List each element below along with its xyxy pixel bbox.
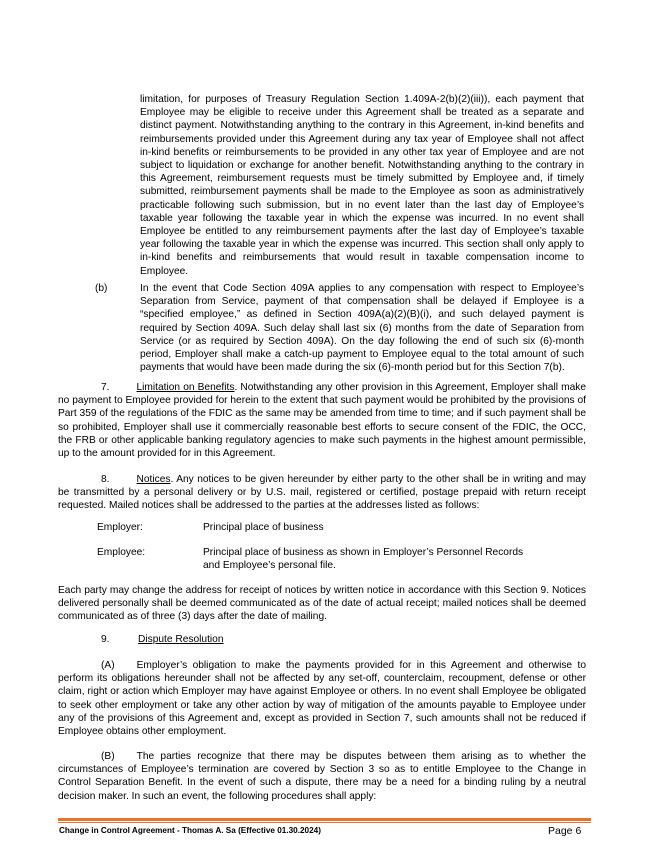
clause-A-label: (A) [101,660,115,671]
section7-paragraph [58,381,586,460]
clause-A-paragraph [58,659,586,738]
section9-number: 9. [101,634,110,645]
notices-closing-text: Each party may change the address for receipt of notices by written notice in accordance with this Section 9. Notices delivered personally shall be deemed communicated as of the date of actual receipt; mailed notices shall be deemed communicated as of three (3) days after the date of mailing. [58,585,586,623]
section7-heading: Limitation on Benefits [136,382,235,393]
section8-text: . Any notices to be given hereunder by either party to the other shall be in writing and may be transmitted by a personal delivery or by U.S. mail, registered or certified, postage prepaid with return receipt requested. Mailed notices shall be addressed to the parties at the addresses listed as follows: [58,474,586,512]
page-number: Page 6 [548,825,582,837]
section6-continuation-text: limitation, for purposes of Treasury Regulation Section 1.409A-2(b)(2)(iii)), each payment that Employee may be eligible to receive under this Agreement shall be treated as a separate and distinct payment. Notwithstanding anything to the contrary in this Agreement, in-kind benefits and reimbursements provided under this Agreement during any tax year of Employee shall not affect in-kind benefits or reimbursements to be provided in any other tax year of Employee and are not subject to liquidation or exchange for another benefit. Notwithstanding anything to the contrary in this Agreement, reimbursement requests must be timely submitted by Employee and, if timely submitted, reimbursement payments shall be made to the Employee as soon as administratively practicable following such submission, but in no event later than the last day of Employee’s taxable year following the taxable year in which the expense was incurred. In no event shall Employee be entitled to any reimbursement payments after the last day of Employee’s taxable year following the taxable year in which the expense was incurred. This section shall only apply to in-kind benefits and reimbursements that would result in taxable compensation income to Employee. [140,94,584,277]
section8-heading: Notices [136,474,171,485]
section9-heading: Dispute Resolution [138,634,224,645]
clause-B-text: The parties recognize that there may be disputes between them arising as to whether the circumstances of Employee’s termination are covered by Section 3 so as to entitle Employee to the Change in Control Separation Benefit. In the event of such a dispute, there may be a need for a binding ruling by a neutral decision maker. In such an event, the following procedures shall apply: [58,751,586,802]
footer-divider [58,818,591,821]
section7-number: 7. [101,382,110,393]
clause-A-text: Employer’s obligation to make the payments provided for in this Agreement and otherwise to perform its obligations hereunder shall not be affected by any set-off, counterclaim, recoupment, defense or other claim, right or action which Employer may have against Employee or others. In no event shall Employee be obligated to seek other employment or take any other action by way of mitigation of the amounts payable to Employee under any of the provisions of this Agreement and, except as provided in Section 7, such amounts shall not be reduced if Employee obtains other employment. [58,660,586,738]
employee-label: Employee: [97,547,146,558]
clause-B-label: (B) [101,751,115,762]
clause-b-label: (b) [95,283,108,294]
clause-b-text: In the event that Code Section 409A applies to any compensation with respect to Employee’s Separation from Service, payment of that compensation shall be delayed if Employee is a “specified employee,” as defined in Section 409A(a)(2)(B)(i), and such delayed payment is required by Section 409A. Such delay shall last six (6) months from the date of Separation from Service (or as required by Section 409A). On the day following the end of such six (6)-month period, Employer shall make a catch-up payment to Employee equal to the total amount of such payments that would have been made during the six (6)-month period but for this Section 7(b). [140,283,584,374]
employee-address-line1: Principal place of business as shown in Employer’s Personnel Records [203,547,524,558]
employer-address: Principal place of business [203,522,324,533]
footer-document-title: Change in Control Agreement - Thomas A. Sa (Effective 01.30.2024) [59,826,321,835]
section8-number: 8. [101,474,110,485]
section7-text: . Notwithstanding any other provision in this Agreement, Employer shall make no payment to Employee provided for herein to the extent that such payment would be prohibited by the provisions of Part 359 of the regulations of the FDIC as the same may be amended from time to time; and if such payment shall be so prohibited, Employer shall use it commercially reasonable best efforts to secure consent of the FDIC, the OCC, the FRB or other applicable banking regulatory agencies to make such payments in the highest amount permissible, up to the amount provided for in this Agreement. [58,382,586,460]
employer-label: Employer: [97,522,143,533]
clause-B-paragraph [58,750,586,803]
employee-address-line2: and Employee’s personal file. [203,560,336,571]
section8-paragraph [58,473,586,513]
footer-divider-thin [58,822,591,823]
